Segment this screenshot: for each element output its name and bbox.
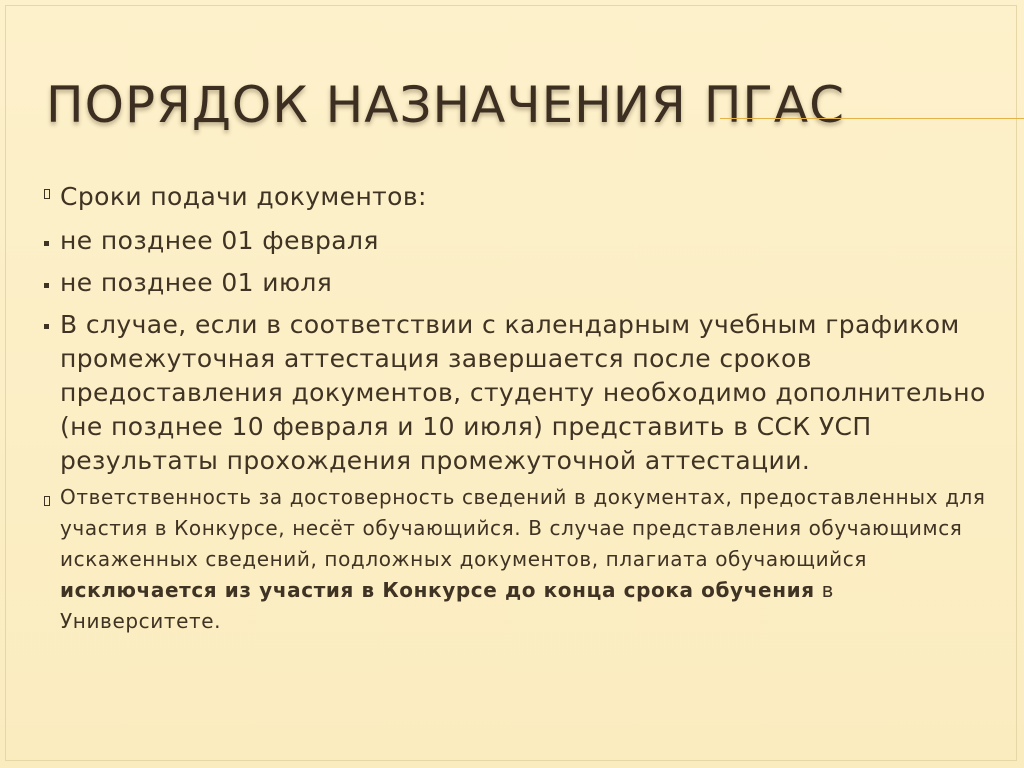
list-item-text: В случае, если в соответствии с календарным учебным графиком промежуточная аттестация завершается после сроков предоставления документов, студенту необходимо дополнительно (не позднее 10 февраля и 10 июля) представить в ССК УСП результаты прохождения промежуточной аттестации. <box>60 310 986 475</box>
bullet-icon <box>44 324 49 329</box>
list-item <box>44 308 994 478</box>
slide-title: ПОРЯДОК НАЗНАЧЕНИЯ ПГАС <box>46 76 846 134</box>
list-item-text: не позднее 01 июля <box>60 268 333 297</box>
title-divider <box>720 118 1024 119</box>
list-item <box>44 224 994 258</box>
bullet-icon <box>44 189 50 199</box>
bullet-icon <box>44 283 49 288</box>
list-item-text: Сроки подачи документов: <box>60 182 427 211</box>
slide-content <box>44 180 994 637</box>
list-item <box>44 180 994 214</box>
bullet-icon <box>44 241 49 246</box>
list-item <box>44 266 994 300</box>
list-item <box>44 482 994 637</box>
list-item-text-tail: в Университете. <box>60 578 835 633</box>
list-item-text: не позднее 01 февраля <box>60 226 379 255</box>
list-item-text-emphasis: исключается из участия в Конкурсе до конца срока обучения <box>60 578 815 602</box>
list-item-text-lead: Ответственность за достоверность сведений в документах, предоставленных для участия в Конкурсе, несёт обучающийся. В случае представления обучающимся искаженных сведений, подложных документов, плагиата обучающийся <box>60 485 986 571</box>
bullet-icon <box>44 496 50 506</box>
